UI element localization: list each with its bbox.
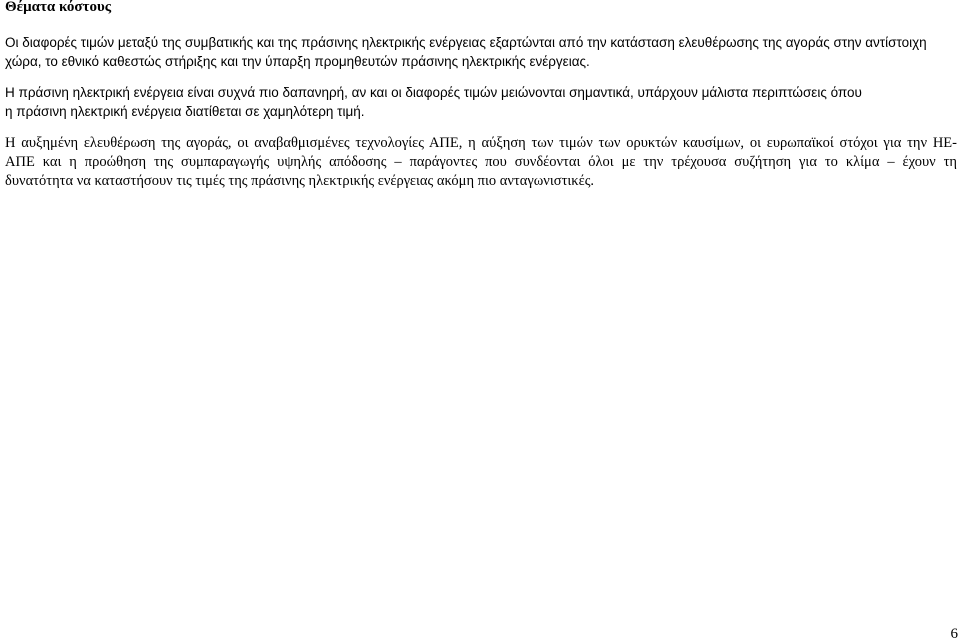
paragraph-competitiveness bbox=[5, 134, 957, 191]
paragraph-line: ΑΠΕ και η προώθηση της συμπαραγωγής υψηλής απόδοσης – παράγοντες που συνδέονται όλοι με την τρέχουσα συζήτηση για το κλίμα – έχουν τη bbox=[5, 154, 957, 170]
paragraph-price-differences bbox=[5, 33, 957, 71]
section-heading: Θέματα κόστους bbox=[5, 0, 112, 15]
page-number: 6 bbox=[950, 626, 958, 642]
paragraph-line: Οι διαφορές τιμών μεταξύ της συμβατικής και της πράσινης ηλεκτρικής ενέργειας εξαρτώνται από την κατάσταση ελευθέρωσης της αγοράς στην αντίστοιχη bbox=[5, 35, 927, 50]
paragraph-line: χώρα, το εθνικό καθεστώς στήριξης και την ύπαρξη προμηθευτών πράσινης ηλεκτρικής ενέργειας. bbox=[5, 54, 590, 69]
paragraph-line: Η πράσινη ηλεκτρική ενέργεια είναι συχνά πιο δαπανηρή, αν και οι διαφορές τιμών μειώνονται σημαντικά, υπάρχουν μάλιστα περιπτώσεις όπου bbox=[5, 85, 862, 100]
paragraph-green-energy-cost bbox=[5, 83, 957, 121]
paragraph-line: δυνατότητα να καταστήσουν τις τιμές της πράσινης ηλεκτρικής ενέργειας ακόμη πιο ανταγωνιστικές. bbox=[5, 173, 595, 189]
paragraph-line: Η αυξημένη ελευθέρωση της αγοράς, οι αναβαθμισμένες τεχνολογίες ΑΠΕ, η αύξηση των τιμών των ορυκτών καυσίμων, οι ευρωπαϊκοί στόχοι για την ΗΕ- bbox=[5, 135, 957, 151]
paragraph-line: η πράσινη ηλεκτρική ενέργεια διατίθεται σε χαμηλότερη τιμή. bbox=[5, 104, 365, 119]
